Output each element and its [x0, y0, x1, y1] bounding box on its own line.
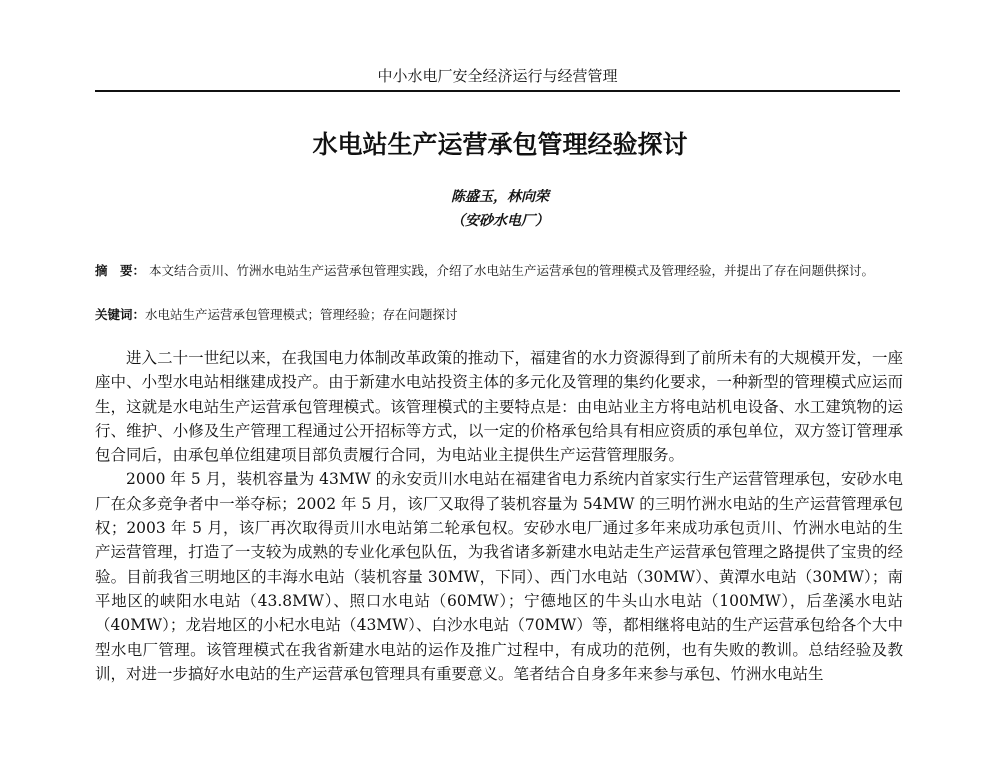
abstract — [95, 260, 903, 282]
abstract-text: 本文结合贡川、竹洲水电站生产运营承包管理实践，介绍了水电站生产运营承包的管理模式及管理经验，并提出了存在问题供探讨。 — [149, 263, 875, 278]
keywords-text: 水电站生产运营承包管理模式；管理经验；存在问题探讨 — [145, 307, 458, 322]
article-affiliation: （安砂水电厂） — [451, 213, 549, 229]
article-title: 水电站生产运营承包管理经验探讨 — [312, 130, 688, 159]
article-authors: 陈盛玉，林向荣 — [451, 189, 549, 205]
running-header — [95, 62, 900, 92]
abstract-label: 摘 要： — [95, 263, 146, 278]
paragraph: 2000 年 5 月，装机容量为 43MW 的永安贡川水电站在福建省电力系统内首家实行生产运营管理承包，安砂水电厂在众多竞争者中一举夺标；2002 年 5 月，该厂又取得了装机容量为 54MW 的三明竹洲水电站的生产运营管理承包权；2003 年 5 月，该厂再次取得贡川水电站第二轮承包权。安砂水电厂通过多年来成功承包贡川、竹洲水电站的生产运营管理，打造了一支较为成熟的专业化承包队伍，为我省诸多新建水电站走生产运营承包管理之路提供了宝贵的经验。目前我省三明地区的丰海水电站（装机容量 30MW，下同）、西门水电站（30MW）、黄潭水电站（30MW）；南平地区的峡阳水电站（43.8MW）、照口水电站（60MW）；宁德地区的牛头山水电站（100MW），后垄溪水电站（40MW）；龙岩地区的小杞水电站（43MW）、白沙水电站（70MW）等，都相继将电站的生产运营承包给各个大中型水电厂管理。该管理模式在我省新建水电站的运作及推广过程中，有成功的范例，也有失败的教训。总结经验及教训，对进一步搞好水电站的生产运营承包管理具有重要意义。笔者结合自身多年来参与承包、竹洲水电站生 — [95, 470, 903, 683]
running-title: 中小水电厂安全经济运行与经营管理 — [377, 67, 618, 85]
article-body — [95, 346, 903, 686]
keywords — [95, 304, 903, 326]
keywords-label: 关键词： — [95, 307, 146, 322]
paragraph: 进入二十一世纪以来，在我国电力体制改革政策的推动下，福建省的水力资源得到了前所未有的大规模开发，一座座中、小型水电站相继建成投产。由于新建水电站投资主体的多元化及管理的集约化要求，一种新型的管理模式应运而生，这就是水电站生产运营承包管理模式。该管理模式的主要特点是：由电站业主方将电站机电设备、水工建筑物的运行、维护、小修及生产管理工程通过公开招标等方式，以一定的价格承包给具有相应资质的承包单位，双方签订管理承包合同后，由承包单位组建项目部负责履行合同，为电站业主提供生产运营管理服务。 — [95, 349, 903, 465]
